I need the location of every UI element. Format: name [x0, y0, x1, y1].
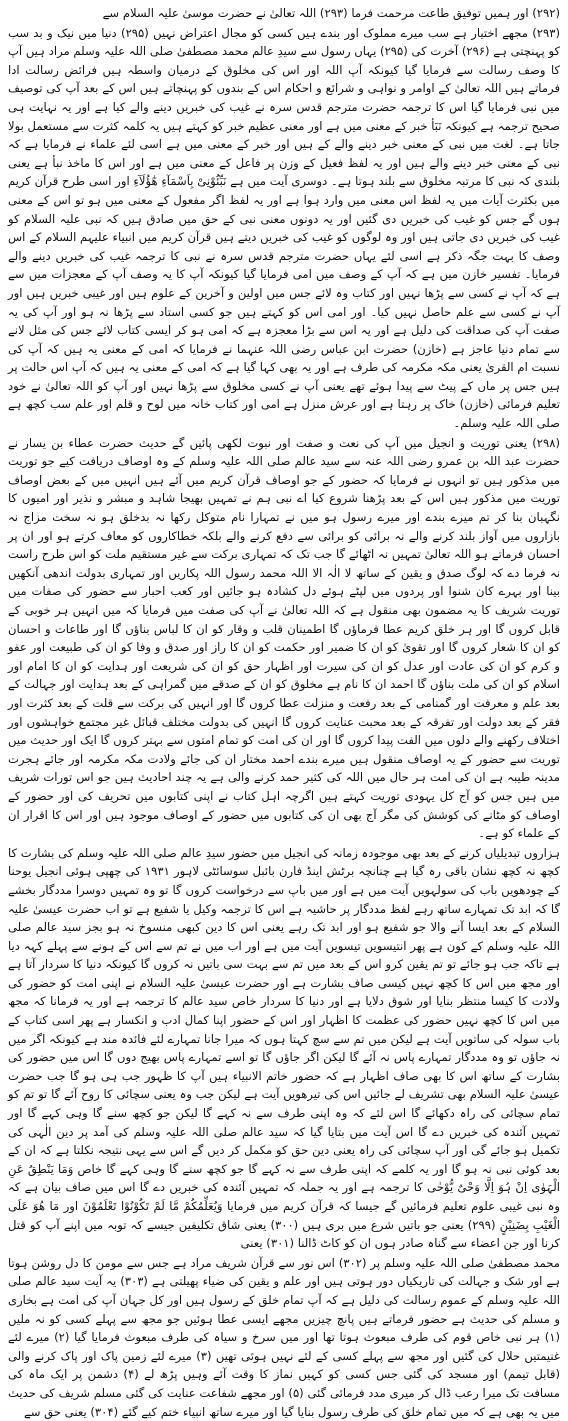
footnote-298: (۲۹۸) یعنی توریت و انجیل میں آپ کی نعت و صفت اور نبوت لکھی پائیں گے حدیث حضرت عطاء بن یسار نے حضرت عبد اللہ بن عمرو رضی اللہ عنہ سے سید عالم صلی اللہ علیہ وسلم کے وہ اوصاف دریافت کیے جو توریت میں مذکور ہیں تو انہوں نے فرمایا کہ حضور کے جو اوصاف قرآن کریم میں آئے ہیں انہیں میں کے بعض اوصاف توریت میں مذکور ہیں اس کے بعد پڑھنا شروع کیا اے نبی ہم نے تمہیں بھیجا شاہد و مبشر و نذیر اور امیوں کا نگہبان بنا کر تم میرے بندے اور میرے رسول ہو میں نے تمہارا نام متوکل رکھا نہ بدخلق ہو نہ سخت مزاج نہ بازاروں میں آواز بلند کرنے والے نہ برائی کو برائی سے دفع کرنے والے بلکہ خطاکاروں کو معاف کرتے ہو اور ان پر احسان فرماتے ہو اللہ تعالیٰ تمہیں نہ اٹھائے گا جب تک کہ تمہاری برکت سے غیر مستقیم ملت کو اس طرح راست نہ فرما دے کہ لوگ صدق و یقین کے ساتھ لا الٰہ الا اللہ محمد رسول اللہ پکاریں اور تمہاری بدولت اندھی آنکھیں بینا اور بہرے کان شنوا اور پردوں میں لپٹے ہوئے دل کشادہ ہو جائیں اور کعب احبار سے حضور کی صفات میں توریت شریف کا یہ مضمون بھی منقول ہے کہ اللہ تعالیٰ نے آپ کی صفت میں فرمایا کہ میں انہیں ہر خوبی کے قابل کروں گا اور ہر خلق کریم عطا فرماؤں گا اطمینان قلب و وقار کو ان کا لباس بناؤں گا اور طاعات و احسان کو ان کا شعار کروں گا اور تقویٰ کو ان کا ضمیر اور حکمت کو ان کا راز اور صدق و وفا کو ان کی طبیعت اور عفو و کرم کو ان کی عادت اور عدل کو ان کی سیرت اور اظہار حق کو ان کی شریعت اور ہدایت کو ان کا امام اور اسلام کو ان کی ملت بناؤں گا احمد ان کا نام ہے مخلوق کو ان کے صدقے میں گمراہی کے بعد ہدایت اور جہالت کے بعد علم و معرفت اور گمنامی کے بعد رفعت و منزلت عطا کروں گا اور انہیں کی برکت سے قلت کے بعد کثرت اور فقر کے بعد دولت اور تفرقہ کے بعد محبت عنایت کروں گا انہیں کی بدولت مختلف قبائل غیر مجتمع خواہشوں اور اختلاف رکھنے والے دلوں میں الفت پیدا کروں گا اور ان کی امت کو تمام امتوں سے بہتر کروں گا ایک اور حدیث میں توریت سے حضور کے یہ اوصاف منقول ہیں میرے بندے احمد مختار ان کی جائے ولادت مکہ مکرمہ اور جائے ہجرت مدینہ طیبہ ہے ان کی امت ہر حال میں اللہ کی کثیر حمد کرنے والی ہے یہ چند احادیث ہیں جو اس تورات شریف میں ہیں جس کو آج کل یہودی توریت کہتے ہیں اگرچہ اہل کتاب نے اپنی کتابوں میں تحریف کی اور حضور کے اوصاف کو مٹانے کی کوشش کی مگر آج بھی ان کی کتابوں میں حضور کے اوصاف موجود ہیں اور اس کا اقرار ان کے علماء کو ہے۔: [8, 435, 560, 841]
footnote-298-injil: ہزاروں تبدیلیاں کرنے کے بعد بھی موجودہ زمانہ کی انجیل میں حضور سیدِ عالم صلی اللہ علیہ وسلم کی بشارت کا کچھ نہ کچھ نشان باقی رہ گیا ہے چنانچہ برٹش اینڈ فارن بائبل سوسائٹی لاہور ۱۹۳۱ کی چھپی ہوئی انجیل یوحنا کے چودھویں باب کی سولہویں آیت میں ہے اور میں باپ سے درخواست کروں گا تو وہ تمہیں دوسرا مددگار بخشے گا کہ ابد تک تمہارے ساتھ رہے لفظ مددگار پر حاشیہ ہے اس کا ترجمہ وکیل یا شفیع ہے تو اب حضرت عیسیٰ علیہ السلام کے بعد ایسا آنے والا جو شفیع ہو اور ابد تک رہے یعنی اس کا دین کبھی منسوخ نہ ہو بجز سید عالم صلی اللہ علیہ وسلم کے کون ہے پھر انتیسویں تیسویں آیت میں ہے اور اب میں نے تم سے اس کے ہونے سے پہلے کہہ دیا ہے تاکہ جب ہو جائے تو تم یقین کرو اس کے بعد میں تم سے بہت سی باتیں نہ کروں گا کیونکہ دنیا کا سردار آتا ہے اور مجھ میں اس کا کچھ نہیں کیسی صاف بشارت ہے اور حضرت عیسیٰ علیہ السلام نے اپنی امت کو حضور کی ولادت کا کیسا منتظر بنایا اور شوق دلایا ہے اور دنیا کا سردار خاص سید عالم کا ترجمہ ہے اور یہ فرمانا کہ مجھ میں اس کا کچھ نہیں حضور کی عظمت کا اظہار اور اس کے حضور اپنا کمال ادب و انکسار ہے پھر اسی کتاب کے باب سولہ کی ساتویں آیت ہے لیکن میں تم سے سچ کہتا ہوں کہ میرا جانا تمہارے لئے فائدہ مند ہے کیونکہ اگر میں نہ جاؤں تو وہ مددگار تمہارے پاس نہ آئے گا لیکن اگر جاؤں گا تو اسے تمہارے پاس بھیج دوں گا اس میں حضور کی بشارت کے ساتھ اس کا بھی صاف اظہار ہے کہ حضور خاتم الانبیاء ہیں آپ کا ظہور جب ہی ہو گا جب حضرت عیسیٰ علیہ السلام بھی تشریف لے جائیں اس کی تیرھویں آیت ہے لیکن جب وہ یعنی سچائی کا روح آئے گا تو تم کو تمام سچائی کی راہ دکھائے گا اس لئے کہ وہ اپنی طرف سے نہ کہے گا لیکن جو کچھ سنے گا وہی کہے گا اور تمہیں آئندہ کی خبریں دے گا اس آیت میں بتایا گیا کہ سید عالم صلی اللہ علیہ وسلم کی آمد پر دین الٰہی کی تکمیل ہو جائے گی اور آپ سچائی کی راہ یعنی دین حق کو مکمل کر دیں گے اس سے یہی نتیجہ نکلتا ہے کہ ان کے بعد کوئی نبی نہ ہو گا اور یہ کلمے کہ اپنی طرف سے نہ کہے گا جو کچھ سنے گا وہی کہے گا خاص وَمَا یَنْطِقُ عَنِ الْہَوٰی اِنْ ہُوَ اِلَّا وَحْیٌ یُّوْحٰی کا ترجمہ ہے اور یہ جملہ کہ تمہیں آئندہ کی خبریں دے گا اس میں صاف بیان ہے کہ وہ نبی غیبی علوم تعلیم فرمائیں گے جیسا کہ قرآن کریم میں فرمایا وَیُعَلِّمُکُمْ مَّا لَمْ تَکُوْنُوْا تَعْلَمُوْنَ اور مَا ھُوَ عَلَی الْغَیْبِ بِضَنِیْنٍ (۲۹۹) یعنی جو باتیں شرع میں بری ہیں (۳۰۰) یعنی شاق تکلیفیں جیسے کہ توبہ میں اپنے آپ کو قتل کرنا اور جن اعضاء سے گناہ صادر ہوں ان کو کاٹ ڈالنا (۳۰۱) یعنی: [8, 845, 560, 1251]
footnote-301-304: محمد مصطفیٰ صلی اللہ علیہ وسلم پر (۳۰۲) اس نور سے قرآن شریف مراد ہے جس سے مومن کا دل روشن ہوتا ہے اور شک و جہالت کی تاریکیاں دور ہوتی ہیں اور علم و یقین کی ضیاء پھیلتی ہے (۳۰۳) یہ آیت سید عالم صلی اللہ علیہ وسلم کے عموم رسالت کی دلیل ہے کہ آپ تمام خلق کے رسول ہیں اور کل جہان آپ کی امت ہے بخاری و مسلم کی حدیث ہے حضور فرماتے ہیں پانچ چیزیں مجھے ایسی عطا ہوئیں جو مجھ سے پہلے کسی کو نہ ملیں (۱) ہر نبی خاص قوم کی طرف مبعوث ہوتا تھا اور میں سرخ و سیاہ کی طرف مبعوث فرمایا گیا (۲) میرے لئے غنیمتیں حلال کی گئیں اور مجھ سے پہلے کسی کے لئے نہیں ہوئی تھیں (۳) میرے لئے زمین پاک اور پاک کرنے والی (قابل تیمم) اور مسجد کی گئی جس کسی کو کہیں نماز کا وقت آئے وہیں پڑھ لے (۴) دشمن پر ایک ماہ کی مسافت تک میرا رعب ڈال کر میری مدد فرمائی گئی (۵) اور مجھے شفاعت عنایت کی گئی مسلم شریف کی حدیث میں یہ بھی ہے کہ میں تمام خلق کی طرف رسول بنایا گیا اور میرے ساتھ انبیاء ختم کیے گئے (۳۰۴) یعنی حق سے: [8, 1255, 560, 1419]
footnote-293-297: (۲۹۳) مجھے اختیار ہے سب میرے مملوک اور بندے ہیں کسی کو مجال اعتراض نہیں (۲۹۵) دنیا میں نیک و بد سب کو پہنچتی ہے (۲۹۶) آخرت کی (۲۹۵) یہاں رسول سے سیدِ عالم محمد مصطفیٰ صلی اللہ علیہ وسلم مراد ہیں آپ کا وصف رسالت سے فرمایا گیا کیونکہ آپ اللہ اور اس کی مخلوق کے درمیان واسطہ ہیں فرائض رسالت ادا فرماتے ہیں اللہ تعالیٰ کے اوامر و نواہی و شرائع و احکام اس کے بندوں کو پہنچاتے ہیں اس کے بعد آپ کی توصیف میں نبی فرمایا گیا اس کا ترجمہ حضرت مترجم قدس سرہ نے غیب کی خبریں دینے والے کیا ہے اور یہ نہایت ہی صحیح ترجمہ ہے کیونکہ نَبَأ خبر کے معنی میں ہے اور معنی عظیم خبر کو کہتے ہیں یہ کلمہ کثرت سے مستعمل بولا جاتا ہے۔ لغت میں نبی کے معنی خبر دینے والے کے ہیں اور خبر کے معنی میں ہے اسی لئے علماء نے فرمایا ہے کہ نبی کے معنی خبر دینے والے ہیں اور یہ لفظ فعیل کے وزن پر فاعل کے معنی میں ہے اور اس کا ماخذ نبأ ہے یعنی بلندی کہ نبی کا مرتبہ مخلوق سے بلند ہوتا ہے۔ دوسری آیت میں ہے نَبِّئُوْنِیْ بِاَسْمَآءِ ھٰٓؤُلَآءِ اور اسی طرح قرآن کریم میں بکثرت آیات میں یہ لفظ اس معنی میں وارد ہوا ہے اور یہ لفظ اگر مفعول کے معنی میں ہو تو اس کے معنی ہوں گے جس کو غیب کی خبریں دی گئیں اور یہ دونوں معنی نبی کے حق میں صادق ہیں کہ نبی علیہ السلام کو غیب کی خبریں دی جاتی ہیں اور وہ لوگوں کو غیب کی خبریں دیتے ہیں قرآن کریم میں انبیاء علیہم السلام کے اس وصف کا بہت جگہ ذکر ہے اسی لئے یہاں حضرت مترجم قدس سرہ نے نبی کا ترجمہ غیب کی خبریں دینے والے فرمایا۔ تفسیر خازن میں ہے کہ آپ کے وصف میں امی فرمایا گیا کیونکہ آپ کا یہ وصف آپ کے معجزات میں سے ہے کہ آپ نے کسی سے پڑھا نہیں اور کتاب وہ لائے جس میں اولین و آخرین کے علوم ہیں اور غیبی خبریں ہیں اور آپ نے کسی سے علم حاصل نہیں کیا۔ اور امی اس کو کہتے ہیں جو کسی استاد سے پڑھا نہ ہو اور آپ کی یہ صفت آپ کی صداقت کی دلیل ہے اور یہ اس سے بڑا معجزہ ہے کہ امی ہو کر ایسی کتاب لائے جس کی مثل لانے سے تمام دنیا عاجز ہے (خازن) حضرت ابن عباس رضی اللہ عنہما نے فرمایا کہ امی کے معنی یہ ہیں کہ آپ کی نسبت ام القریٰ یعنی مکہ مکرمہ کی طرف ہے اور یہ بھی کہا گیا ہے کہ امی کے معنی یہ ہیں کہ آپ اس حالت پر ہیں جس پر ماں کے پیٹ سے پیدا ہوئے تھے یعنی آپ نے کسی مخلوق سے پڑھا نہیں اور آپ کو اللہ تعالیٰ نے خود تعلیم فرمائی (خازن) خاک پر رہتا ہے اور عرش منزل ہے امی اور کتاب خانہ میں لوح و قلم اور علم سب کچھ ہے صلی اللہ علیہ وسلم۔: [8, 25, 560, 431]
footnote-292: (۲۹۲) اور ہمیں توفیق طاعت مرحمت فرما (۲۹۳) اللہ تعالیٰ نے حضرت موسیٰ علیہ السلام سے: [102, 6, 560, 20]
